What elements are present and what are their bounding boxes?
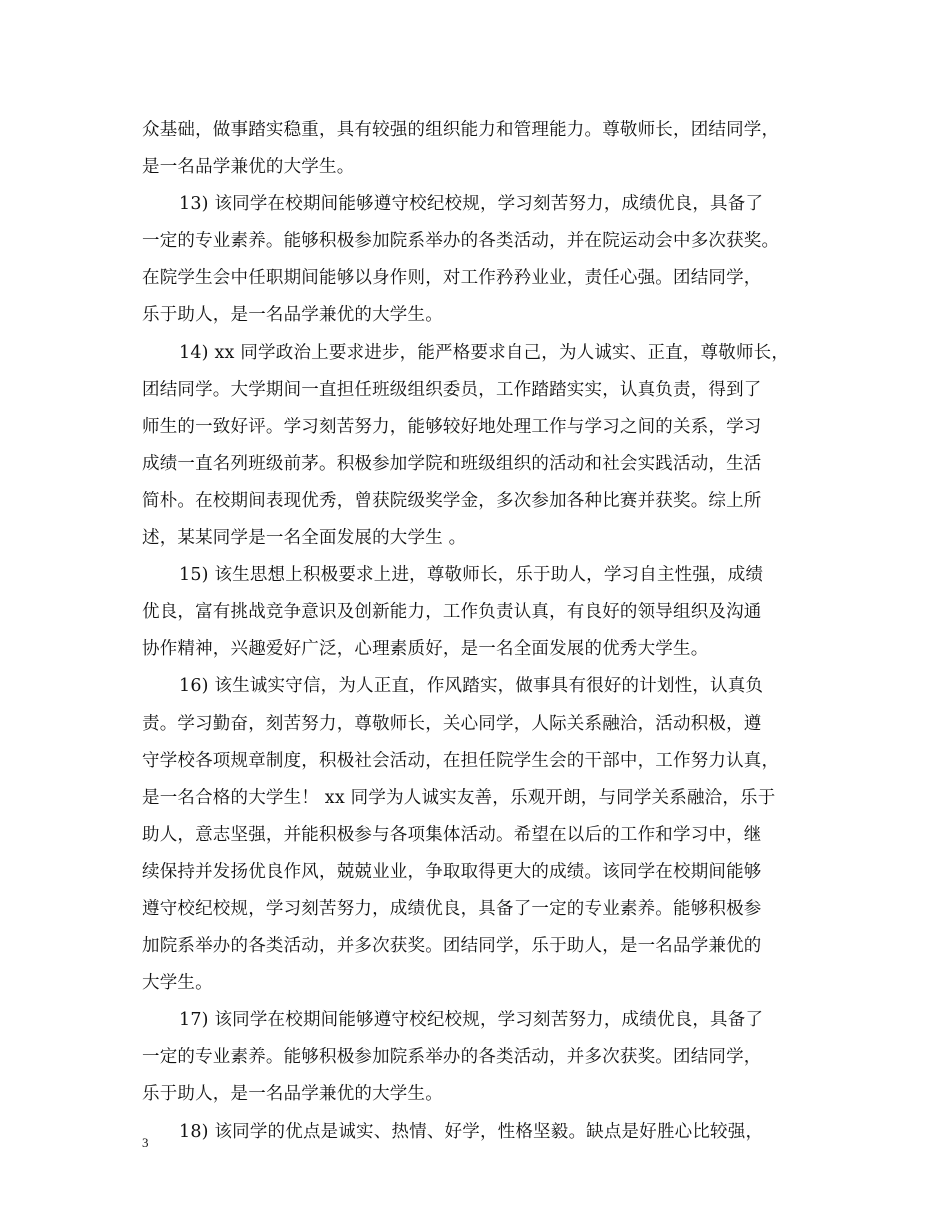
text-line: 众基础，做事踏实稳重，具有较强的组织能力和管理能力。尊敬师长，团结同学， <box>142 120 780 140</box>
text-line: 大学生。 <box>142 973 213 994</box>
paragraph-start-13: 13) 该同学在校期间能够遵守校纪校规，学习刻苦努力，成绩优良，具备了 <box>179 194 764 215</box>
paragraph-start-16: 16) 该生诚实守信，为人正直，作风踏实，做事具有很好的计划性，认真负 <box>179 676 764 697</box>
text-line: 守学校各项规章制度，积极社会活动，在担任院学生会的干部中，工作努力认真， <box>142 750 780 771</box>
paragraph-start-14: 14) xx 同学政治上要求进步，能严格要求自己，为人诚实、正直，尊敬师长， <box>179 342 790 363</box>
paragraph-start-15: 15) 该生思想上积极要求上进，尊敬师长，乐于助人，学习自主性强，成绩 <box>179 565 764 586</box>
text-line: 师生的一致好评。学习刻苦努力，能够较好地处理工作与学习之间的关系，学习 <box>142 416 762 437</box>
page-number: 3 <box>142 1135 149 1150</box>
text-line: 在院学生会中任职期间能够以身作则，对工作矜矜业业，责任心强。团结同学， <box>142 268 762 289</box>
text-line: 协作精神，兴趣爱好广泛，心理素质好，是一名全面发展的优秀大学生。 <box>142 639 709 660</box>
text-line: 一定的专业素养。能够积极参加院系举办的各类活动，并在院运动会中多次获奖。 <box>142 231 780 252</box>
text-line: 助人，意志坚强，并能积极参与各项集体活动。希望在以后的工作和学习中，继 <box>142 824 762 845</box>
text-line: 一定的专业素养。能够积极参加院系举办的各类活动，并多次获奖。团结同学， <box>142 1047 762 1068</box>
document-body <box>142 112 842 1151</box>
text-line: 团结同学。大学期间一直担任班级组织委员，工作踏踏实实，认真负责，得到了 <box>142 379 762 400</box>
text-line: 续保持并发扬优良作风，兢兢业业，争取取得更大的成绩。该同学在校期间能够 <box>142 861 762 882</box>
text-line: 成绩一直名列班级前茅。积极参加学院和班级组织的活动和社会实践活动，生活 <box>142 453 762 474</box>
text-line: 遵守校纪校规，学习刻苦努力，成绩优良，具备了一定的专业素养。能够积极参 <box>142 898 762 919</box>
text-line: 是一名品学兼优的大学生。 <box>142 157 355 178</box>
text-line: 乐于助人，是一名品学兼优的大学生。 <box>142 1084 443 1105</box>
text-line: 是一名合格的大学生！ xx 同学为人诚实友善，乐观开朗，与同学关系融洽，乐于 <box>142 787 776 808</box>
text-line: 简朴。在校期间表现优秀，曾获院级奖学金，多次参加各种比赛并获奖。综上所 <box>142 490 762 511</box>
text-line: 述，某某同学是一名全面发展的大学生 。 <box>142 528 467 549</box>
paragraph-start-17: 17) 该同学在校期间能够遵守校纪校规，学习刻苦努力，成绩优良，具备了 <box>179 1010 764 1031</box>
text-line: 优良，富有挑战竞争意识及创新能力，工作负责认真，有良好的领导组织及沟通 <box>142 602 762 623</box>
text-line: 乐于助人，是一名品学兼优的大学生。 <box>142 305 443 326</box>
text-line: 责。学习勤奋，刻苦努力，尊敬师长，关心同学，人际关系融洽，活动积极，遵 <box>142 713 762 734</box>
paragraph-start-18: 18) 该同学的优点是诚实、热情、好学，性格坚毅。缺点是好胜心比较强， <box>179 1121 764 1142</box>
text-line: 加院系举办的各类活动，并多次获奖。团结同学，乐于助人，是一名品学兼优的 <box>142 936 762 957</box>
